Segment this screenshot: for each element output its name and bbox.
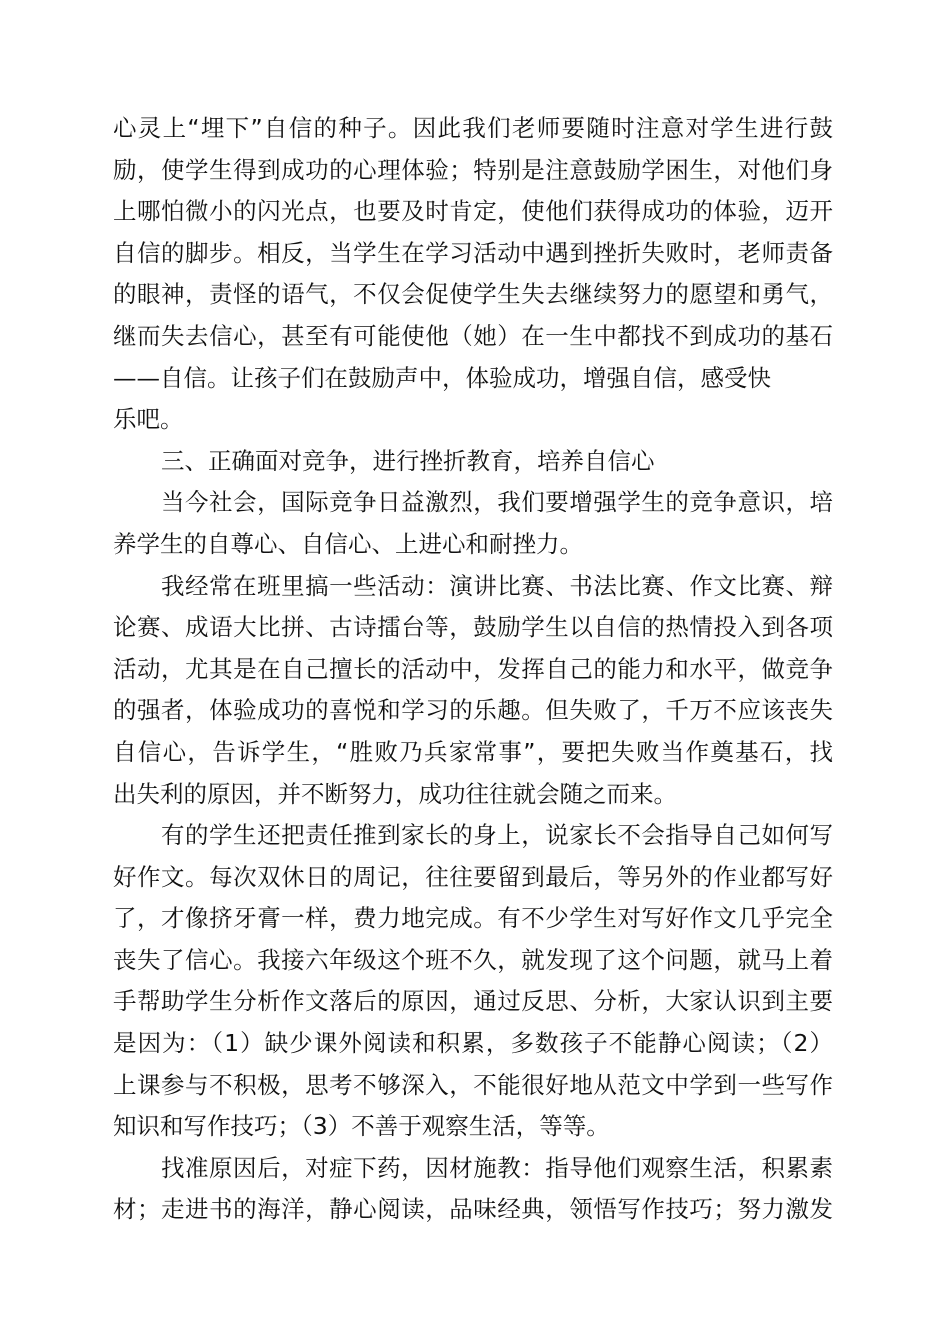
text-line: 知识和写作技巧；（3）不善于观察生活，等等。 (113, 1112, 610, 1141)
text-line: 乐吧。 (113, 405, 184, 434)
text-line: 我经常在班里搞一些活动：演讲比赛、书法比赛、作文比赛、辩 (161, 571, 833, 600)
text-line: 当今社会，国际竞争日益激烈，我们要增强学生的竞争意识，培 (161, 488, 833, 517)
text-line: 上课参与不积极，思考不够深入，不能很好地从范文中学到一些写作 (113, 1070, 833, 1099)
document-body (113, 108, 833, 1231)
text-line: 自信心，告诉学生，“胜败乃兵家常事”，要把失败当作奠基石，找 (113, 737, 833, 766)
text-line: 材；走进书的海洋，静心阅读，品味经典，领悟写作技巧；努力激发 (113, 1195, 833, 1224)
text-line: 是因为：（1）缺少课外阅读和积累，多数孩子不能静心阅读；（2） (113, 1029, 833, 1058)
text-line: 找准原因后，对症下药，因材施教：指导他们观察生活，积累素 (161, 1153, 833, 1182)
text-line: 的眼神，责怪的语气，不仅会促使学生失去继续努力的愿望和勇气， (113, 280, 833, 309)
text-line: 有的学生还把责任推到家长的身上，说家长不会指导自己如何写 (161, 821, 833, 850)
text-line: 自信的脚步。相反，当学生在学习活动中遇到挫折失败时，老师责备 (113, 238, 833, 267)
text-line: 上哪怕微小的闪光点，也要及时肯定，使他们获得成功的体验，迈开 (113, 197, 833, 226)
text-line: 活动，尤其是在自己擅长的活动中，发挥自己的能力和水平，做竞争 (113, 654, 833, 683)
text-line: 养学生的自尊心、自信心、上进心和耐挫力。 (113, 529, 583, 558)
section-heading: 三、正确面对竞争，进行挫折教育，培养自信心 (161, 446, 655, 475)
text-line: 论赛、成语大比拼、古诗擂台等，鼓励学生以自信的热情投入到各项 (113, 613, 833, 642)
text-line: 心灵上“埋下”自信的种子。因此我们老师要随时注意对学生进行鼓 (113, 114, 833, 142)
text-line: 出失利的原因，并不断努力，成功往往就会随之而来。 (113, 779, 677, 808)
text-line: 手帮助学生分析作文落后的原因，通过反思、分析，大家认识到主要 (113, 987, 833, 1016)
text-line: 了，才像挤牙膏一样，费力地完成。有不少学生对写好作文几乎完全 (113, 904, 833, 933)
text-line: 继而失去信心，甚至有可能使他（她）在一生中都找不到成功的基石 (113, 321, 833, 350)
text-line: 的强者，体验成功的喜悦和学习的乐趣。但失败了，千万不应该丧失 (113, 696, 833, 725)
text-line: 励，使学生得到成功的心理体验；特别是注意鼓励学困生，对他们身 (113, 155, 833, 184)
text-line: 丧失了信心。我接六年级这个班不久，就发现了这个问题，就马上着 (113, 945, 833, 974)
text-line: 好作文。每次双休日的周记，往往要留到最后，等另外的作业都写好 (113, 862, 833, 891)
text-line: ——自信。让孩子们在鼓励声中，体验成功，增强自信，感受快 (113, 363, 771, 392)
